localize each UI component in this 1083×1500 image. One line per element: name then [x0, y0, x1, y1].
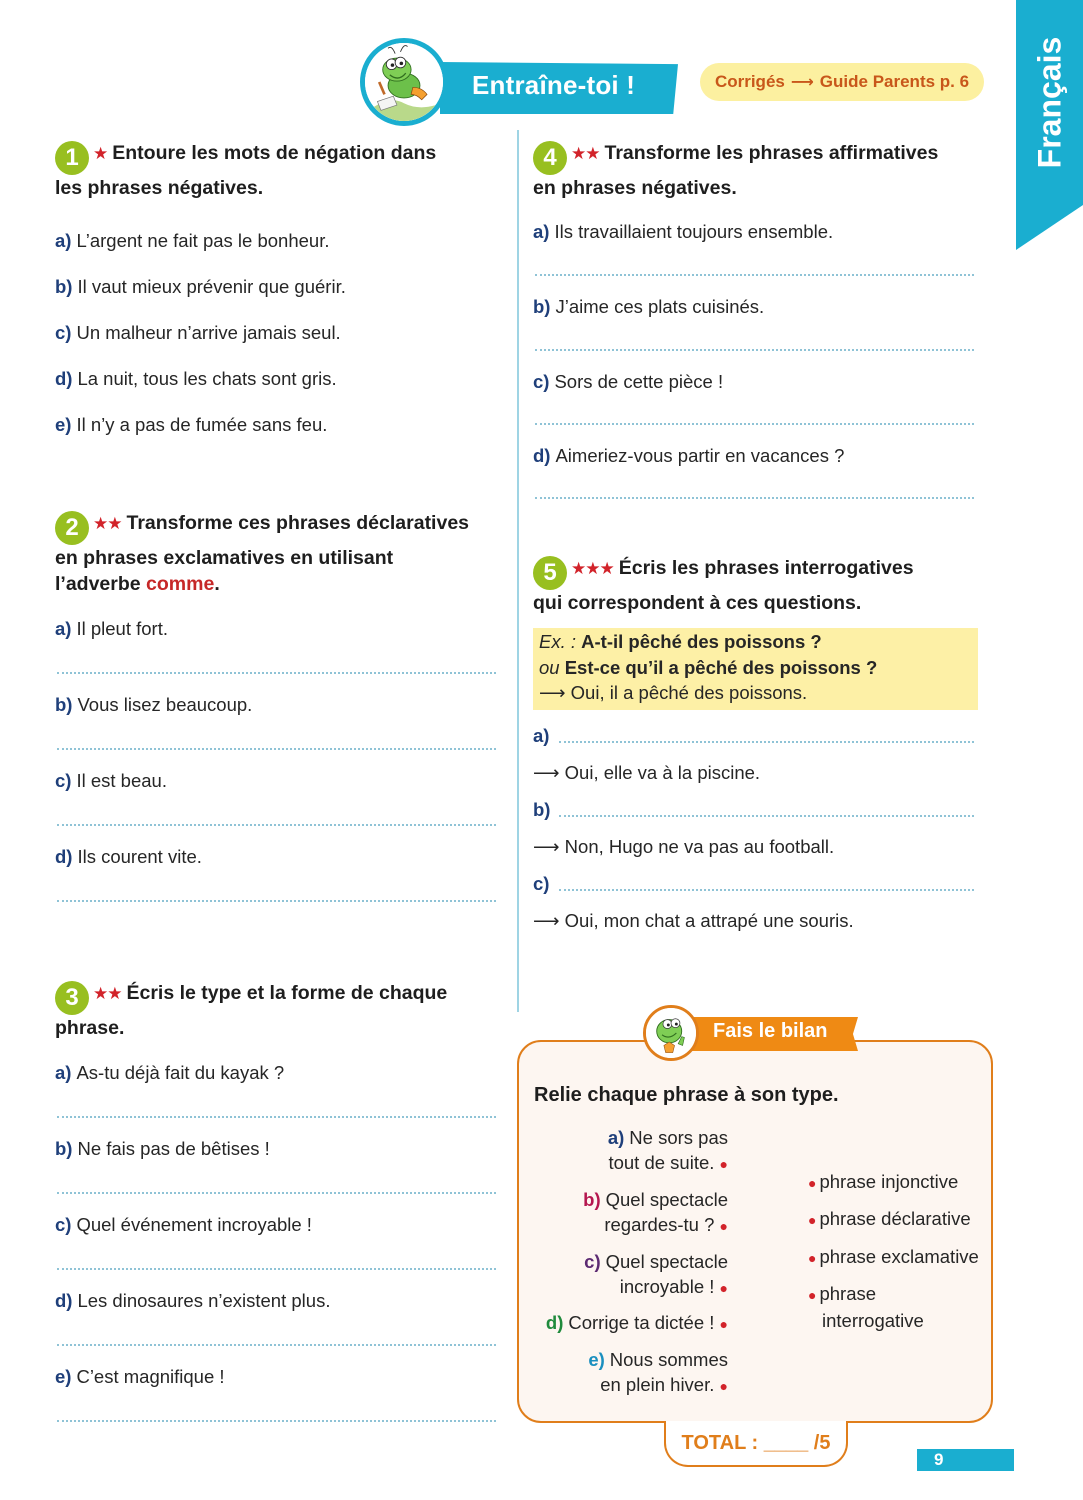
- arrow-right-icon: ⟶: [539, 682, 566, 703]
- exercise-number-badge: 3: [55, 981, 89, 1015]
- exercise-number-badge: 2: [55, 511, 89, 545]
- page-title: Entraîne-toi !: [472, 70, 636, 100]
- exercise-1: [55, 140, 505, 201]
- bilan-phrase-d[interactable]: d) Corrige ta dictée ! ●: [545, 1312, 728, 1333]
- exercise-number-badge: 5: [533, 556, 567, 590]
- connector-dot-icon[interactable]: ●: [719, 1280, 728, 1296]
- exercise-5: [533, 555, 983, 616]
- subject-tab-label: Français: [1031, 36, 1067, 169]
- list-item: c) Il est beau.: [55, 770, 167, 791]
- difficulty-stars-icon: ★★: [93, 514, 122, 533]
- exercise-2: [55, 510, 510, 597]
- arrow-right-icon: ⟶: [533, 910, 560, 931]
- column-divider: [517, 130, 519, 1012]
- bilan-phrase-b[interactable]: b) Quel spectacle regardes-tu ? ●: [583, 1189, 728, 1235]
- answer-line[interactable]: [559, 815, 974, 817]
- difficulty-stars-icon: ★: [93, 144, 108, 163]
- answer-item: ⟶ Non, Hugo ne va pas au football.: [533, 836, 835, 857]
- bilan-phrase-c[interactable]: c) Quel spectacle incroyable ! ●: [584, 1251, 728, 1297]
- list-item: e) Il n’y a pas de fumée sans feu.: [55, 414, 328, 435]
- answer-line[interactable]: [57, 1344, 496, 1346]
- list-item: a) L’argent ne fait pas le bonheur.: [55, 230, 330, 251]
- answer-line[interactable]: [57, 748, 496, 750]
- bilan-phrase-e[interactable]: e) Nous sommes en plein hiver. ●: [588, 1349, 728, 1395]
- bilan-type-declarative[interactable]: ● phrase déclarative: [808, 1208, 971, 1229]
- question-label: c): [533, 873, 550, 894]
- subject-tab: [1016, 0, 1083, 205]
- answer-line[interactable]: [559, 741, 974, 743]
- answer-line[interactable]: [57, 1268, 496, 1270]
- list-item: c) Sors de cette pièce !: [533, 371, 724, 392]
- answer-line[interactable]: [535, 349, 974, 351]
- answer-line[interactable]: [535, 274, 974, 276]
- exercise-3-instruction: 3 ★★ Écris le type et la forme de chaque phrase.: [55, 982, 448, 1039]
- answer-item: ⟶ Oui, elle va à la piscine.: [533, 762, 761, 783]
- list-item: d) Les dinosaures n’existent plus.: [55, 1290, 331, 1311]
- answer-line[interactable]: [57, 900, 496, 902]
- exercise-4: [533, 140, 983, 201]
- connector-dot-icon[interactable]: ●: [808, 1287, 817, 1303]
- list-item: d) Ils courent vite.: [55, 846, 202, 867]
- answer-line[interactable]: [57, 672, 496, 674]
- answer-line[interactable]: [57, 1192, 496, 1194]
- list-item: b) Vous lisez beaucoup.: [55, 694, 253, 715]
- corriges-label: Corrigés: [714, 72, 785, 91]
- grasshopper-thumbs-up-icon: [643, 1005, 699, 1061]
- exercise-4-instruction: 4 ★★ Transforme les phrases affirmatives en phrases négatives.: [533, 142, 939, 199]
- difficulty-stars-icon: ★★: [571, 144, 600, 163]
- bilan-instruction: Relie chaque phrase à son type.: [534, 1084, 839, 1106]
- question-label: a): [533, 725, 550, 746]
- list-item: c) Quel événement incroyable !: [55, 1214, 312, 1235]
- difficulty-stars-icon: ★★: [93, 984, 122, 1003]
- list-item: e) C’est magnifique !: [55, 1366, 225, 1387]
- arrow-right-icon: ⟶: [533, 836, 560, 857]
- difficulty-stars-icon: ★★★: [571, 559, 614, 578]
- list-item: d) La nuit, tous les chats sont gris.: [55, 368, 337, 389]
- list-item: b) J’aime ces plats cuisinés.: [533, 296, 765, 317]
- answer-line[interactable]: [559, 889, 974, 891]
- exercise-5-instruction: 5 ★★★ Écris les phrases interrogatives qui correspondent à ces questions.: [533, 557, 914, 614]
- list-item: a) Ils travaillaient toujours ensemble.: [533, 221, 834, 242]
- bilan-title: Fais le bilan: [713, 1020, 828, 1042]
- question-label: b): [533, 799, 551, 820]
- bilan-phrase-a[interactable]: a) Ne sors pas tout de suite. ●: [607, 1127, 728, 1173]
- list-item: c) Un malheur n’arrive jamais seul.: [55, 322, 341, 343]
- exercise-3: [55, 980, 510, 1041]
- list-item: b) Ne fais pas de bêtises !: [55, 1138, 270, 1159]
- answer-item: ⟶ Oui, mon chat a attrapé une souris.: [533, 910, 854, 931]
- connector-dot-icon[interactable]: ●: [808, 1175, 817, 1191]
- grasshopper-mascot-icon: [360, 38, 448, 126]
- answer-line[interactable]: [57, 824, 496, 826]
- answer-line[interactable]: [535, 423, 974, 425]
- corriges-reference: Guide Parents p. 6: [819, 72, 970, 91]
- bilan-type-exclamative[interactable]: ● phrase exclamative: [808, 1246, 979, 1267]
- connector-dot-icon[interactable]: ●: [719, 1156, 728, 1172]
- connector-dot-icon[interactable]: ●: [719, 1316, 728, 1332]
- connector-dot-icon[interactable]: ●: [719, 1218, 728, 1234]
- exercise-number-badge: 4: [533, 141, 567, 175]
- list-item: d) Aimeriez-vous partir en vacances ?: [533, 445, 845, 466]
- total-score: TOTAL : ____ /5: [664, 1421, 848, 1467]
- answer-line[interactable]: [57, 1116, 496, 1118]
- arrow-right-icon: ⟶: [533, 762, 560, 783]
- answer-line[interactable]: [535, 497, 974, 499]
- bilan-type-injonctive[interactable]: ● phrase injonctive: [808, 1171, 959, 1192]
- example-box: Ex. : A-t-il pêché des poissons ? ou Est-ce qu’il a pêché des poissons ? ⟶ Oui, il a pêché des poissons.: [533, 628, 978, 710]
- list-item: b) Il vaut mieux prévenir que guérir.: [55, 276, 346, 297]
- highlighted-word: comme: [146, 573, 215, 595]
- exercise-2-instruction: 2 ★★ Transforme ces phrases déclaratives en phrases exclamatives en utilisant l’adverbe comme.: [55, 512, 470, 595]
- exercise-number-badge: 1: [55, 141, 89, 175]
- page-number: 9: [917, 1449, 1014, 1471]
- arrow-right-icon: ⟶: [790, 74, 814, 91]
- list-item: a) As-tu déjà fait du kayak ?: [55, 1062, 285, 1083]
- bilan-type-interrogative[interactable]: ● phrase interrogative: [808, 1283, 924, 1331]
- connector-dot-icon[interactable]: ●: [808, 1212, 817, 1228]
- answer-line[interactable]: [57, 1420, 496, 1422]
- list-item: a) Il pleut fort.: [55, 618, 168, 639]
- connector-dot-icon[interactable]: ●: [808, 1250, 817, 1266]
- corriges-reference-badge: [700, 63, 984, 101]
- exercise-1-instruction: 1 ★ Entoure les mots de négation dans les phrases négatives.: [55, 142, 437, 199]
- connector-dot-icon[interactable]: ●: [719, 1378, 728, 1394]
